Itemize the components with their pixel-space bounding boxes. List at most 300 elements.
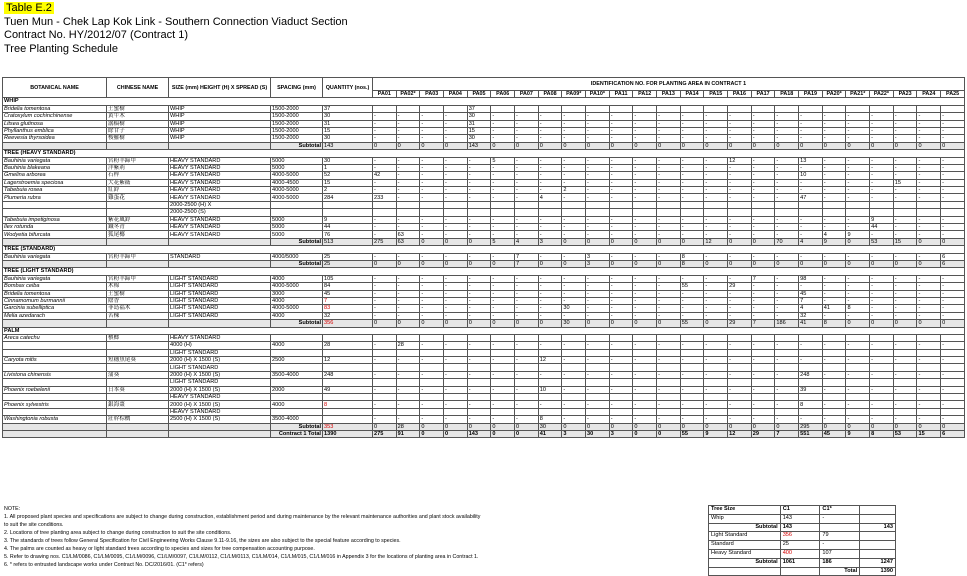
- area-value: -: [941, 127, 965, 134]
- area-value: [657, 334, 681, 341]
- area-value: 3: [609, 430, 633, 437]
- area-value: -: [420, 224, 444, 231]
- area-value: -: [562, 127, 586, 134]
- area-value: [491, 201, 515, 208]
- area-value: -: [704, 283, 728, 290]
- col-area-pa07: PA07: [515, 91, 539, 98]
- area-value: -: [775, 194, 799, 201]
- area-value: [917, 334, 941, 341]
- area-value: 0: [515, 320, 539, 327]
- area-value: 37: [467, 105, 491, 112]
- area-value: -: [657, 290, 681, 297]
- area-value: [609, 201, 633, 208]
- area-value: [444, 379, 468, 386]
- area-value: -: [562, 283, 586, 290]
- quantity: [323, 209, 373, 216]
- area-value: -: [609, 342, 633, 349]
- spacing: 4000: [271, 401, 323, 408]
- area-value: [870, 364, 894, 371]
- species-row: [3, 297, 965, 304]
- area-value: -: [893, 297, 917, 304]
- botanical-name: Cratoxylum cochinchinense: [3, 113, 107, 120]
- chinese-name: 紅鈴: [107, 187, 169, 194]
- quantity: 248: [323, 371, 373, 378]
- area-value: -: [893, 275, 917, 282]
- area-value: -: [586, 135, 610, 142]
- summary-light-c1star: 79: [820, 532, 860, 541]
- area-value: -: [917, 305, 941, 312]
- area-value: 0: [822, 260, 846, 267]
- area-value: -: [680, 135, 704, 142]
- area-value: 0: [704, 423, 728, 430]
- area-value: -: [444, 357, 468, 364]
- area-value: -: [538, 297, 562, 304]
- area-value: [657, 105, 681, 112]
- area-value: -: [846, 164, 870, 171]
- area-value: -: [373, 127, 397, 134]
- empty-cell: [3, 342, 107, 349]
- area-value: 7: [751, 320, 775, 327]
- area-value: -: [917, 275, 941, 282]
- area-value: [893, 209, 917, 216]
- chinese-name: 鐵冬青: [107, 224, 169, 231]
- area-value: -: [917, 297, 941, 304]
- area-value: [420, 394, 444, 401]
- area-value: 0: [941, 423, 965, 430]
- area-value: -: [941, 371, 965, 378]
- chinese-name: 餘甘子: [107, 127, 169, 134]
- area-value: [941, 408, 965, 415]
- area-value: 30: [538, 423, 562, 430]
- area-value: -: [846, 401, 870, 408]
- area-value: [893, 349, 917, 356]
- area-value: -: [609, 297, 633, 304]
- empty-cell: [3, 430, 107, 437]
- chinese-name: 狐尾椰: [107, 231, 169, 238]
- area-value: 0: [562, 423, 586, 430]
- area-value: 0: [728, 423, 752, 430]
- empty-cell: [3, 394, 107, 401]
- chinese-name: 檳榔: [107, 334, 169, 341]
- area-value: 47: [799, 194, 823, 201]
- species-row: [3, 231, 965, 238]
- area-value: [751, 408, 775, 415]
- area-value: 0: [870, 320, 894, 327]
- area-value: 9: [846, 430, 870, 437]
- area-value: [822, 408, 846, 415]
- area-value: [893, 408, 917, 415]
- quantity: [323, 334, 373, 341]
- area-value: -: [562, 275, 586, 282]
- area-value: -: [799, 120, 823, 127]
- area-value: 0: [444, 423, 468, 430]
- area-value: [444, 394, 468, 401]
- area-value: [775, 379, 799, 386]
- area-value: [491, 105, 515, 112]
- area-value: 0: [728, 142, 752, 149]
- area-value: -: [870, 127, 894, 134]
- size-spec: 2000 (H) X 1500 (S): [169, 371, 271, 378]
- area-value: -: [467, 401, 491, 408]
- botanical-name: Phoenix roebelenii: [3, 386, 107, 393]
- area-value: -: [444, 275, 468, 282]
- area-value: -: [444, 164, 468, 171]
- summary-subtotal2-c1: 1061: [780, 558, 820, 567]
- species-row: [3, 305, 965, 312]
- area-value: -: [822, 371, 846, 378]
- area-value: -: [680, 216, 704, 223]
- area-value: -: [396, 187, 420, 194]
- area-value: -: [396, 224, 420, 231]
- area-value: [467, 364, 491, 371]
- area-value: -: [609, 401, 633, 408]
- subtotal-row: [3, 423, 965, 430]
- quantity: 8: [323, 401, 373, 408]
- area-value: [728, 105, 752, 112]
- quantity: 83: [323, 305, 373, 312]
- area-value: [846, 349, 870, 356]
- area-value: 6: [941, 430, 965, 437]
- col-area-pa22-star: PA22*: [870, 91, 894, 98]
- area-value: -: [751, 401, 775, 408]
- area-value: -: [515, 416, 539, 423]
- area-value: -: [373, 179, 397, 186]
- area-value: [491, 209, 515, 216]
- area-value: -: [515, 290, 539, 297]
- botanical-name: Reevesia thyrsoidea: [3, 135, 107, 142]
- quantity: [323, 408, 373, 415]
- area-value: -: [515, 357, 539, 364]
- area-value: -: [420, 283, 444, 290]
- area-value: [799, 364, 823, 371]
- area-value: -: [893, 401, 917, 408]
- area-value: -: [728, 172, 752, 179]
- summary-light-blank: [860, 532, 896, 541]
- area-value: 55: [680, 320, 704, 327]
- note-line: NOTE:: [4, 506, 21, 512]
- col-area-pa25: PA25: [941, 91, 965, 98]
- area-value: -: [657, 135, 681, 142]
- area-value: -: [609, 386, 633, 393]
- area-value: -: [633, 253, 657, 260]
- area-value: [515, 334, 539, 341]
- area-value: -: [728, 371, 752, 378]
- area-value: 0: [538, 320, 562, 327]
- spacing: [271, 349, 323, 356]
- area-value: -: [941, 179, 965, 186]
- area-value: -: [657, 371, 681, 378]
- botanical-name: Caryota mitis: [3, 357, 107, 364]
- area-value: -: [491, 194, 515, 201]
- area-value: -: [609, 113, 633, 120]
- contract-number: Contract No. HY/2012/07 (Contract 1): [4, 29, 189, 41]
- area-value: -: [657, 127, 681, 134]
- spacing: 1500-2000: [271, 120, 323, 127]
- area-value: -: [775, 157, 799, 164]
- summary-whip-blank: [860, 514, 896, 523]
- empty-cell: [107, 260, 169, 267]
- area-value: -: [396, 371, 420, 378]
- empty-cell: [169, 320, 271, 327]
- area-value: -: [420, 401, 444, 408]
- area-value: -: [444, 120, 468, 127]
- area-value: -: [941, 297, 965, 304]
- area-value: [870, 394, 894, 401]
- area-value: 186: [775, 320, 799, 327]
- area-value: -: [917, 113, 941, 120]
- area-value: -: [846, 127, 870, 134]
- col-quantity: QUANTITY (nos.): [323, 78, 373, 98]
- area-value: -: [822, 416, 846, 423]
- col-area-pa05: PA05: [467, 91, 491, 98]
- group-row: [3, 98, 965, 105]
- area-value: -: [846, 357, 870, 364]
- area-value: -: [420, 135, 444, 142]
- area-value: -: [444, 113, 468, 120]
- area-value: [609, 408, 633, 415]
- area-value: 15: [467, 127, 491, 134]
- quantity: 25: [323, 253, 373, 260]
- area-value: -: [846, 194, 870, 201]
- botanical-name: Bauhinia variegata: [3, 157, 107, 164]
- area-value: [799, 334, 823, 341]
- area-value: -: [846, 275, 870, 282]
- area-value: -: [822, 127, 846, 134]
- continuation-row: [3, 408, 965, 415]
- area-value: [562, 349, 586, 356]
- area-value: [420, 364, 444, 371]
- area-value: -: [775, 305, 799, 312]
- area-value: -: [633, 179, 657, 186]
- area-value: -: [917, 172, 941, 179]
- area-value: -: [444, 290, 468, 297]
- spacing: [271, 209, 323, 216]
- col-area-pa06: PA06: [491, 91, 515, 98]
- area-value: -: [941, 401, 965, 408]
- area-value: -: [491, 172, 515, 179]
- notes-section: [4, 505, 704, 569]
- area-value: [775, 394, 799, 401]
- area-value: 0: [870, 260, 894, 267]
- area-value: -: [728, 297, 752, 304]
- summary-standard-blank: [860, 541, 896, 550]
- area-value: [870, 209, 894, 216]
- area-value: 143: [467, 142, 491, 149]
- area-value: [704, 379, 728, 386]
- area-value: -: [657, 216, 681, 223]
- empty-cell: [3, 349, 107, 356]
- area-value: 0: [633, 320, 657, 327]
- chinese-name: 石梓: [107, 172, 169, 179]
- empty-cell: [107, 349, 169, 356]
- area-value: -: [941, 172, 965, 179]
- col-area-pa01: PA01: [373, 91, 397, 98]
- area-value: -: [822, 135, 846, 142]
- area-value: -: [775, 253, 799, 260]
- area-value: -: [444, 216, 468, 223]
- area-value: 91: [396, 430, 420, 437]
- subtotal-label: Subtotal: [271, 260, 323, 267]
- area-value: -: [444, 253, 468, 260]
- area-value: -: [491, 275, 515, 282]
- area-value: -: [728, 275, 752, 282]
- area-value: -: [609, 305, 633, 312]
- area-value: 0: [917, 260, 941, 267]
- area-value: [704, 408, 728, 415]
- area-value: [941, 394, 965, 401]
- area-value: [444, 201, 468, 208]
- chinese-name: 陰香: [107, 297, 169, 304]
- size-spec: HEAVY STANDARD: [169, 164, 271, 171]
- area-value: 0: [562, 260, 586, 267]
- area-value: -: [373, 275, 397, 282]
- col-area-pa19: PA19: [799, 91, 823, 98]
- area-value: [728, 334, 752, 341]
- col-area-pa13: PA13: [657, 91, 681, 98]
- area-value: -: [870, 342, 894, 349]
- area-value: -: [467, 275, 491, 282]
- area-value: -: [846, 416, 870, 423]
- size-spec: 2000 (H) X 1500 (S): [169, 357, 271, 364]
- area-value: 0: [893, 423, 917, 430]
- area-value: -: [633, 290, 657, 297]
- botanical-name: Ilex rotunda: [3, 224, 107, 231]
- area-value: -: [515, 187, 539, 194]
- area-value: -: [609, 231, 633, 238]
- area-value: -: [586, 194, 610, 201]
- species-row: [3, 127, 965, 134]
- area-value: 275: [373, 430, 397, 437]
- area-value: -: [657, 386, 681, 393]
- area-value: -: [515, 401, 539, 408]
- area-value: 0: [657, 142, 681, 149]
- area-value: -: [870, 275, 894, 282]
- quantity: 7: [323, 297, 373, 304]
- area-value: 8: [846, 305, 870, 312]
- area-value: [396, 105, 420, 112]
- species-row: [3, 224, 965, 231]
- area-value: -: [870, 113, 894, 120]
- area-value: -: [562, 113, 586, 120]
- area-value: -: [775, 357, 799, 364]
- area-value: -: [822, 401, 846, 408]
- area-value: -: [846, 172, 870, 179]
- summary-total-label: Total: [820, 567, 860, 576]
- area-value: -: [657, 113, 681, 120]
- area-value: [609, 209, 633, 216]
- area-value: -: [893, 127, 917, 134]
- area-value: [491, 364, 515, 371]
- area-value: -: [870, 172, 894, 179]
- area-value: [538, 209, 562, 216]
- area-value: -: [775, 297, 799, 304]
- area-value: -: [870, 297, 894, 304]
- area-value: -: [467, 157, 491, 164]
- chinese-name: 宮粉羊蹄甲: [107, 157, 169, 164]
- area-value: [728, 408, 752, 415]
- tree-planting-schedule-table: [2, 77, 965, 438]
- area-value: -: [799, 357, 823, 364]
- area-value: 41: [538, 430, 562, 437]
- summary-total-value: 1390: [860, 567, 896, 576]
- area-value: -: [704, 179, 728, 186]
- area-value: -: [467, 312, 491, 319]
- area-value: [728, 379, 752, 386]
- area-value: -: [562, 371, 586, 378]
- summary-total-row: [709, 567, 896, 576]
- area-value: -: [704, 416, 728, 423]
- size-spec: LIGHT STANDARD: [169, 290, 271, 297]
- area-value: [822, 349, 846, 356]
- area-value: -: [609, 194, 633, 201]
- area-value: -: [420, 113, 444, 120]
- subtotal-row: [3, 238, 965, 245]
- area-value: -: [491, 216, 515, 223]
- area-value: [609, 105, 633, 112]
- area-value: -: [562, 231, 586, 238]
- area-value: [917, 364, 941, 371]
- area-value: 30: [562, 305, 586, 312]
- area-value: 0: [396, 320, 420, 327]
- quantity: 52: [323, 172, 373, 179]
- area-value: -: [799, 224, 823, 231]
- area-value: -: [680, 127, 704, 134]
- area-value: -: [775, 187, 799, 194]
- area-value: -: [751, 187, 775, 194]
- area-value: -: [680, 113, 704, 120]
- area-value: -: [467, 231, 491, 238]
- empty-cell: [107, 379, 169, 386]
- species-row: [3, 401, 965, 408]
- col-identification-header: IDENTIFICATION NO. FOR PLANTING AREA IN CONTRACT 1: [373, 78, 965, 91]
- area-value: [728, 349, 752, 356]
- area-value: -: [704, 194, 728, 201]
- area-value: -: [728, 342, 752, 349]
- area-value: 42: [373, 172, 397, 179]
- empty-cell: [169, 238, 271, 245]
- area-value: -: [704, 312, 728, 319]
- area-value: -: [396, 194, 420, 201]
- area-value: 0: [846, 320, 870, 327]
- area-value: -: [396, 113, 420, 120]
- area-value: -: [704, 216, 728, 223]
- area-value: [538, 408, 562, 415]
- area-value: -: [420, 371, 444, 378]
- chinese-name: 梭羅樹: [107, 135, 169, 142]
- summary-total-blank2: [780, 567, 820, 576]
- area-value: [633, 209, 657, 216]
- area-value: -: [870, 305, 894, 312]
- size-spec: LIGHT STANDARD: [169, 297, 271, 304]
- area-value: -: [870, 283, 894, 290]
- area-value: -: [586, 342, 610, 349]
- area-value: [373, 105, 397, 112]
- subtotal-row: [3, 142, 965, 149]
- empty-cell: [3, 379, 107, 386]
- area-value: -: [515, 231, 539, 238]
- area-value: -: [870, 290, 894, 297]
- area-value: -: [609, 290, 633, 297]
- area-value: [562, 408, 586, 415]
- area-value: -: [373, 371, 397, 378]
- area-value: 5: [491, 157, 515, 164]
- area-value: -: [680, 164, 704, 171]
- area-value: 9: [870, 216, 894, 223]
- area-value: -: [799, 179, 823, 186]
- area-value: -: [491, 342, 515, 349]
- summary-heavy-c1star: 107: [820, 549, 860, 558]
- spacing: [271, 408, 323, 415]
